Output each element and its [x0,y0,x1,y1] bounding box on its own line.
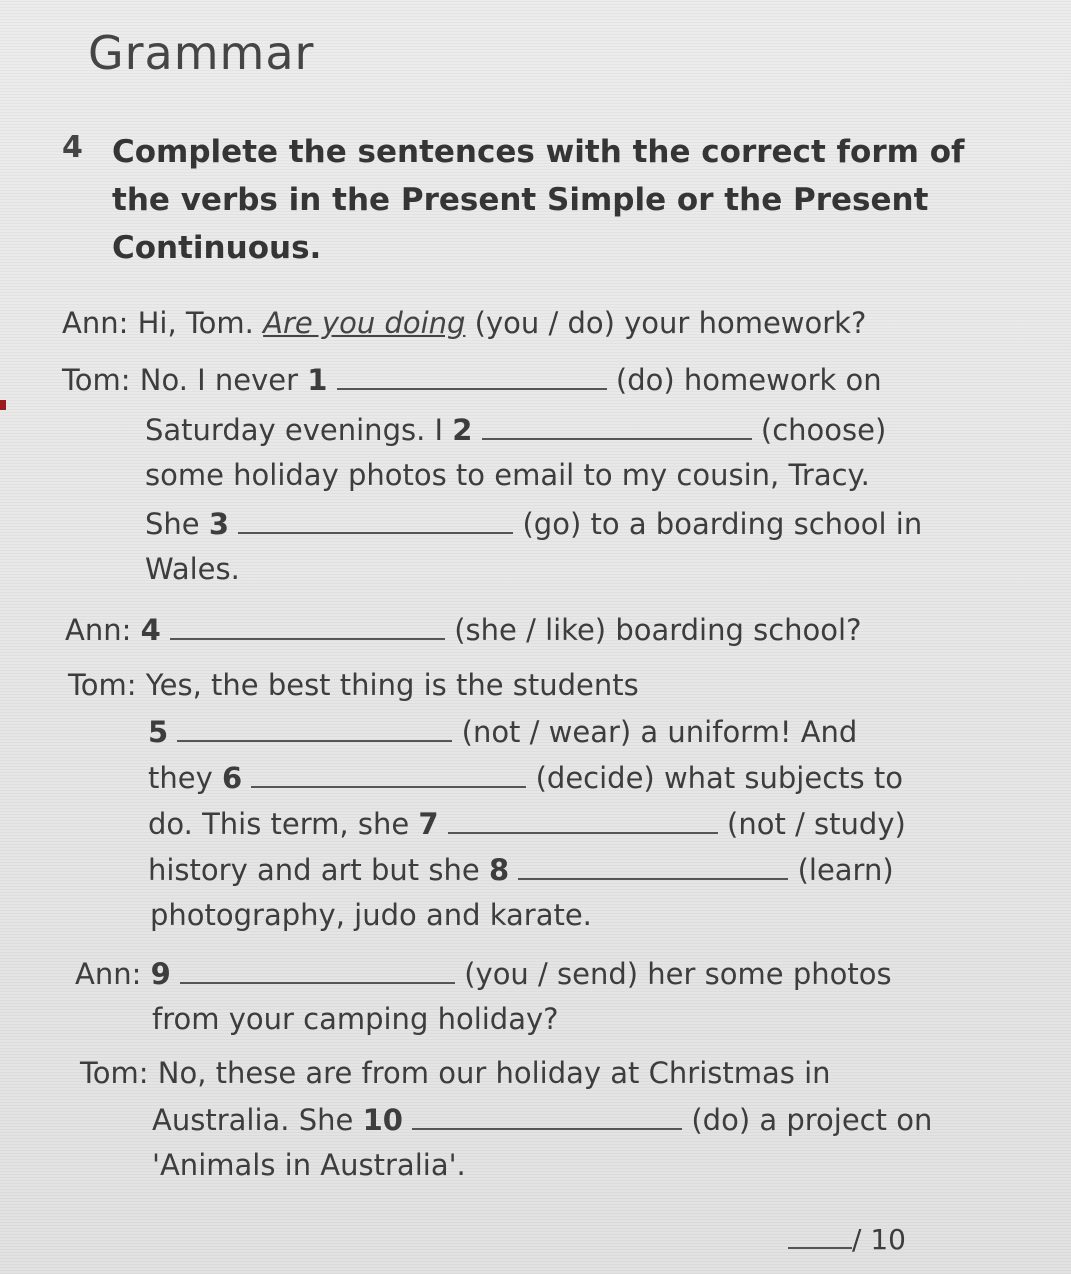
line-text: Tom: No, these are from our holiday at Christmas in [80,1056,831,1090]
dialogue-line-6 [65,612,862,647]
dialogue-line-3 [145,458,870,492]
dialogue-line-17 [152,1148,466,1182]
exercise-instruction: Complete the sentences with the correct form of the verbs in the Present Simple or the Present Continuous. [112,134,965,266]
answer-blank-6[interactable] [251,760,526,788]
answer-blank-7[interactable] [448,806,718,834]
gap-number: 5 [148,715,169,750]
line-text: (go) to a boarding school in [513,507,923,542]
dialogue-line-10 [148,806,906,841]
score-label: / 10 [852,1223,906,1257]
example-answer: Are you doing [263,306,466,340]
gap-number: 1 [307,363,328,398]
line-text: Saturday evenings. I [145,413,453,448]
line-text: from your camping holiday? [152,1002,559,1036]
line-text: photography, judo and karate. [150,898,592,932]
gap-number: 2 [452,413,473,448]
example-text-a: Ann: Hi, Tom. [62,306,264,340]
answer-blank-9[interactable] [180,956,455,984]
score-blank[interactable] [788,1222,852,1249]
line-text: (not / wear) a uniform! And [452,715,858,750]
line-text: Tom: Yes, the best thing is the students [68,668,639,702]
dialogue-line-5 [145,552,240,586]
line-text: Wales. [145,552,240,586]
dialogue-line-9 [148,760,903,795]
gap-number: 10 [362,1103,403,1138]
dialogue-line-15 [80,1056,831,1090]
line-text: Ann: [75,957,151,992]
dialogue-line-example [62,306,866,340]
gap-number: 8 [488,853,510,888]
dialogue-line-4 [145,506,922,541]
answer-blank-3[interactable] [238,506,513,534]
line-text: they [148,761,222,796]
answer-blank-4[interactable] [170,612,445,640]
gap-number: 6 [221,761,243,796]
gap-number: 9 [150,957,171,992]
answer-blank-1[interactable] [337,362,607,390]
line-text: (you / send) her some photos [455,957,892,992]
gap-number: 4 [140,613,161,648]
dialogue-line-16 [152,1102,932,1137]
line-text: (she / like) boarding school? [445,613,862,648]
dialogue-line-14 [152,1002,559,1036]
line-text: some holiday photos to email to my cousin, Tracy. [145,458,870,492]
line-text: Ann: [65,613,141,648]
line-text: (not / study) [717,807,906,842]
section-title: Grammar [88,26,315,80]
line-text: Australia. She [152,1103,363,1138]
line-text: (learn) [788,853,894,888]
edge-mark [0,400,6,410]
example-text-b: (you / do) your homework? [465,306,867,340]
dialogue-line-2 [145,412,886,447]
line-text: (choose) [751,413,887,448]
gap-number: 3 [208,507,230,542]
answer-blank-10[interactable] [412,1102,682,1130]
line-text: (do) homework on [606,363,882,398]
dialogue-line-8 [148,714,857,749]
line-text: (do) a project on [682,1103,933,1138]
answer-blank-5[interactable] [177,714,452,742]
gap-number: 7 [418,807,439,842]
dialogue-line-1 [62,362,882,397]
score-box [788,1222,906,1256]
dialogue-line-12 [150,898,592,932]
line-text: history and art but she [148,853,489,888]
dialogue-line-13 [75,956,892,991]
answer-blank-2[interactable] [482,412,752,440]
line-text: do. This term, she [148,807,419,842]
line-text: 'Animals in Australia'. [152,1148,466,1182]
line-text: She [145,507,209,542]
answer-blank-8[interactable] [518,852,788,880]
dialogue-line-7 [68,668,639,702]
line-text: (decide) what subjects to [526,761,903,796]
line-text: Tom: No. I never [62,363,308,398]
dialogue-line-11 [148,852,894,887]
exercise-number: 4 [62,130,83,165]
